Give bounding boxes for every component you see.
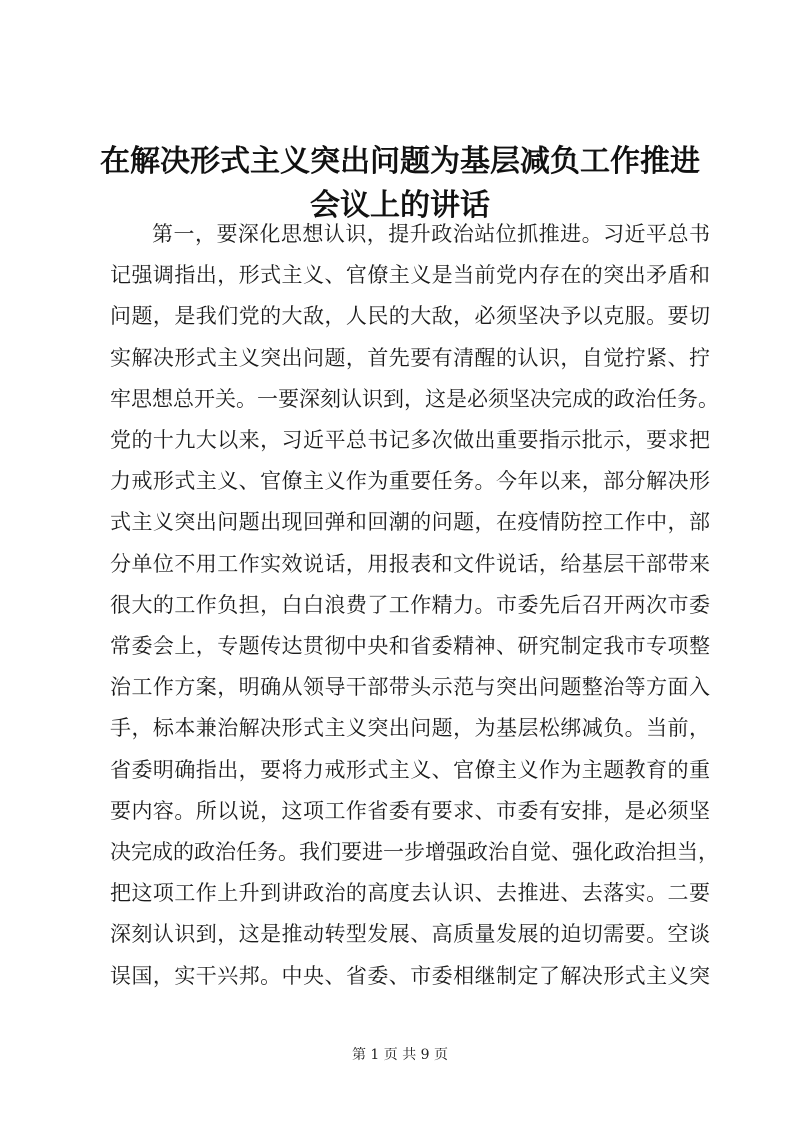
body-line: 误国，实干兴邦。中央、省委、市委相继制定了解决形式主义突: [110, 963, 710, 988]
body-line: 分单位不用工作实效说话，用报表和文件说话，给基层干部带来: [110, 551, 710, 576]
body-line: 第一，要深化思想认识，提升政治站位抓推进。习近平总书: [152, 222, 710, 246]
body-line: 党的十九大以来，习近平总书记多次做出重要指示批示，要求把: [110, 428, 710, 453]
body-line: 式主义突出问题出现回弹和回潮的问题，在疫情防控工作中，部: [110, 510, 710, 535]
body-line: 把这项工作上升到讲政治的高度去认识、去推进、去落实。二要: [110, 881, 710, 906]
body-line: 深刻认识到，这是推动转型发展、高质量发展的迫切需要。空谈: [110, 922, 710, 947]
body-line: 治工作方案，明确从领导干部带头示范与突出问题整治等方面入: [110, 675, 710, 700]
body-line: 力戒形式主义、官僚主义作为重要任务。今年以来，部分解决形: [110, 469, 710, 494]
body-line: 问题，是我们党的大敌，人民的大敌，必须坚决予以克服。要切: [110, 304, 710, 329]
body-paragraph: [110, 214, 719, 997]
body-line: 省委明确指出，要将力戒形式主义、官僚主义作为主题教育的重: [110, 757, 710, 782]
body-line: 手，标本兼治解决形式主义突出问题，为基层松绑减负。当前，: [110, 716, 710, 741]
body-line: 要内容。所以说，这项工作省委有要求、市委有安排，是必须坚: [110, 798, 710, 823]
title-line: 会议上的讲话: [310, 188, 490, 223]
title-line: 在解决形式主义突出问题为基层减负工作推进: [100, 144, 700, 179]
body-line: 牢思想总开关。一要深刻认识到，这是必须坚决完成的政治任务。: [110, 386, 719, 411]
body-line: 记强调指出，形式主义、官僚主义是当前党内存在的突出矛盾和: [110, 263, 710, 288]
body-line: 很大的工作负担，白白浪费了工作精力。市委先后召开两次市委: [110, 592, 710, 617]
body-line: 实解决形式主义突出问题，首先要有清醒的认识，自觉拧紧、拧: [110, 345, 710, 370]
body-line: 常委会上，专题传达贯彻中央和省委精神、研究制定我市专项整: [110, 634, 710, 659]
body-line: 决完成的政治任务。我们要进一步增强政治自觉、强化政治担当，: [110, 840, 719, 865]
page-footer: 第 1 页 共 9 页: [351, 1047, 449, 1063]
